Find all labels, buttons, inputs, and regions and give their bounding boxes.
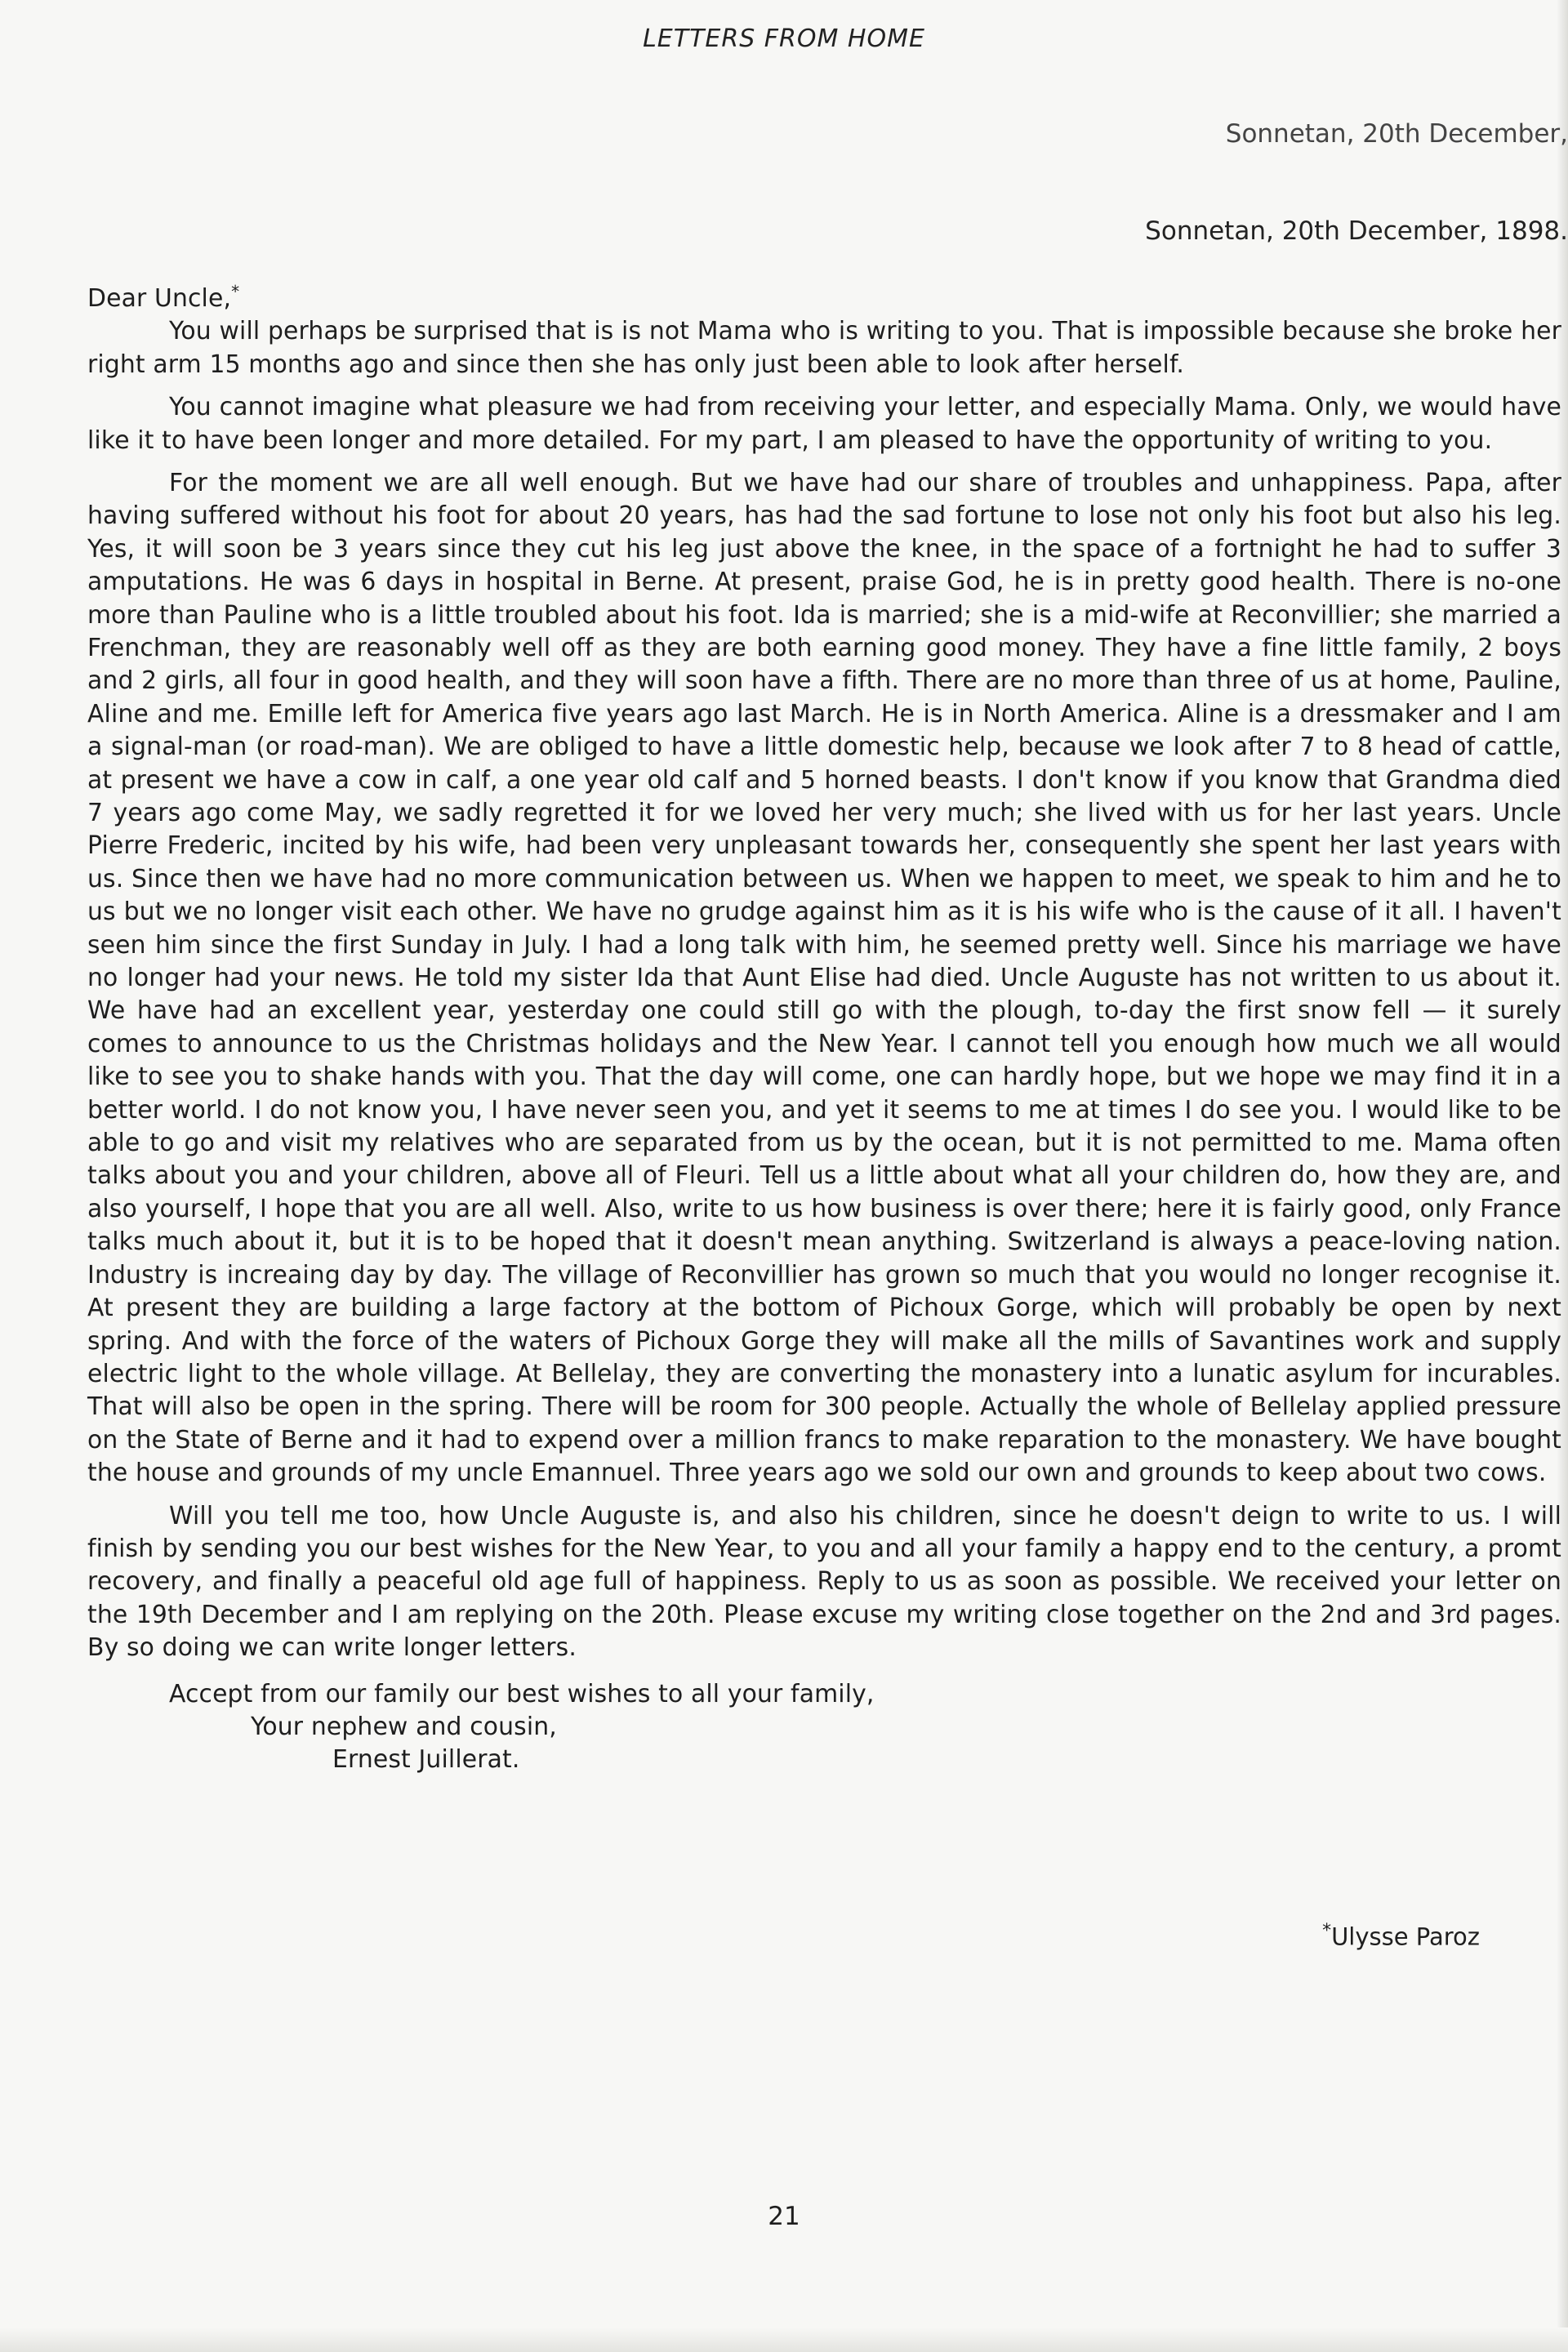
closing-line-1: Accept from our family our best wishes to all your family, xyxy=(169,1679,875,1708)
closing xyxy=(87,1678,1561,1777)
page-bottom-shadow xyxy=(0,2328,1568,2352)
footnote-text: Ulysse Paroz xyxy=(1331,1922,1480,1951)
paragraph-4: Will you tell me too, how Uncle Auguste is, and also his children, since he doesn't deign to write to us. I will finish by sending you our best wishes for the New Year, to you and all your family a happy end to the century, a promt recovery, and finally a peaceful old age full of happiness. Reply to us as soon as possible. We received your letter on the 19th December and I am replying on the 20th. Please excuse my writing close together on the 2nd and 3rd pages. By so doing we can write longer letters. xyxy=(87,1501,1561,1663)
page-number: 21 xyxy=(768,2202,800,2231)
paragraph-1: You will perhaps be surprised that is is not Mama who is writing to you. That is impossible because she broke her right arm 15 months ago and since then she has only just been able to look after herself. xyxy=(87,317,1561,379)
footnote-marker-2: * xyxy=(1322,1921,1332,1941)
closing-line-2: Your nephew and cousin, xyxy=(251,1712,557,1741)
running-head: LETTERS FROM HOME xyxy=(643,24,925,53)
footnote-marker: * xyxy=(231,282,240,301)
salutation-text: Dear Uncle, xyxy=(87,283,232,313)
paragraph-3: For the moment we are all well enough. But we have had our share of troubles and unhappiness. Papa, after having suffered without his foot for about 20 years, has had the sad fortune to lose not only his foot but also his leg. Yes, it will soon be 3 years since they cut his leg just above the knee, in the space of a fortnight he had to suffer 3 amputations. He was 6 days in hospital in Berne. At present, praise God, he is in pretty good health. There is no-one more than Pauline who is a little troubled about his foot. Ida is married; she is a mid-wife at Reconvillier; she married a Frenchman, they are reasonably well off as they are both earning good money. They have a fine little family, 2 boys and 2 girls, all four in good health, and they will soon have a fifth. There are no more than three of us at home, Pauline, Aline and me. Emille left for America five years ago last March. He is in North America. Aline is a dressmaker and I am a signal-man (or road-man). We are obliged to have a little domestic help, because we look after 7 to 8 head of cattle, at present we have a cow in calf, a one year old calf and 5 horned beasts. I don't know if you know that Grandma died 7 years ago come May, we sadly regretted it for we loved her very much; she lived with us for her last years. Uncle Pierre Frederic, incited by his wife, had been very unpleasant towards her, consequently she spent her last years with us. Since then we have had no more communication between us. When we happen to meet, we speak to him and he to us but we no longer visit each other. We have no grudge against him as it is his wife who is the cause of it all. I haven't seen him since the first Sunday in July. I had a long talk with him, he seemed pretty well. Since his marriage we have no longer had your news. He told my sister Ida that Aunt Elise had died. Uncle Auguste has not written to us about it. We have had an excellent year, yesterday one could still go with the plough, to-day the first snow fell — it surely comes to announce to us the Christmas holidays and the New Year. I cannot tell you enough how much we all would like to see you to shake hands with you. That the day will come, one can hardly hope, but we hope we may find it in a better world. I do not know you, I have never seen you, and yet it seems to me at times I do see you. I would like to be able to go and visit my relatives who are separated from us by the ocean, but it is not permitted to me. Mama often talks about you and your children, above all of Fleuri. Tell us a little about what all your children do, how they are, and also yourself, I hope that you are all well. Also, write to us how business is over there; here it is fairly good, only France talks much about it, but it is to be hoped that it doesn't mean anything. Switzerland is always a peace-loving nation. Industry is increaing day by day. The village of Reconvillier has grown so much that you would no longer recognise it. At present they are building a large factory at the bottom of Pichoux Gorge, which will probably be open by next spring. And with the force of the waters of Pichoux Gorge they will make all the mills of Savantines work and supply electric light to the whole village. At Bellelay, they are converting the monastery into a lunatic asylum for incurables. That will also be open in the spring. There will be room for 300 people. Actually the whole of Bellelay applied pressure on the State of Berne and it had to expend over a million francs to make reparation to the monastery. We have bought the house and grounds of my uncle Emannuel. Three years ago we sold our own and grounds to keep about two cows. xyxy=(87,468,1561,1488)
paragraph-2: You cannot imagine what pleasure we had from receiving your letter, and especially Mama. Only, we would have like it to have been longer and more detailed. For my part, I am pleased to have the opportunity of writing to you. xyxy=(87,393,1561,455)
salutation xyxy=(87,275,1561,315)
dateline: Sonnetan, 20th December, 1898. xyxy=(1145,216,1568,246)
letter-body xyxy=(87,275,1561,1777)
footnote xyxy=(1322,1921,1480,1951)
signature: Ernest Juillerat. xyxy=(332,1745,520,1775)
dateline-faint: Sonnetan, 20th December, xyxy=(1225,119,1568,149)
